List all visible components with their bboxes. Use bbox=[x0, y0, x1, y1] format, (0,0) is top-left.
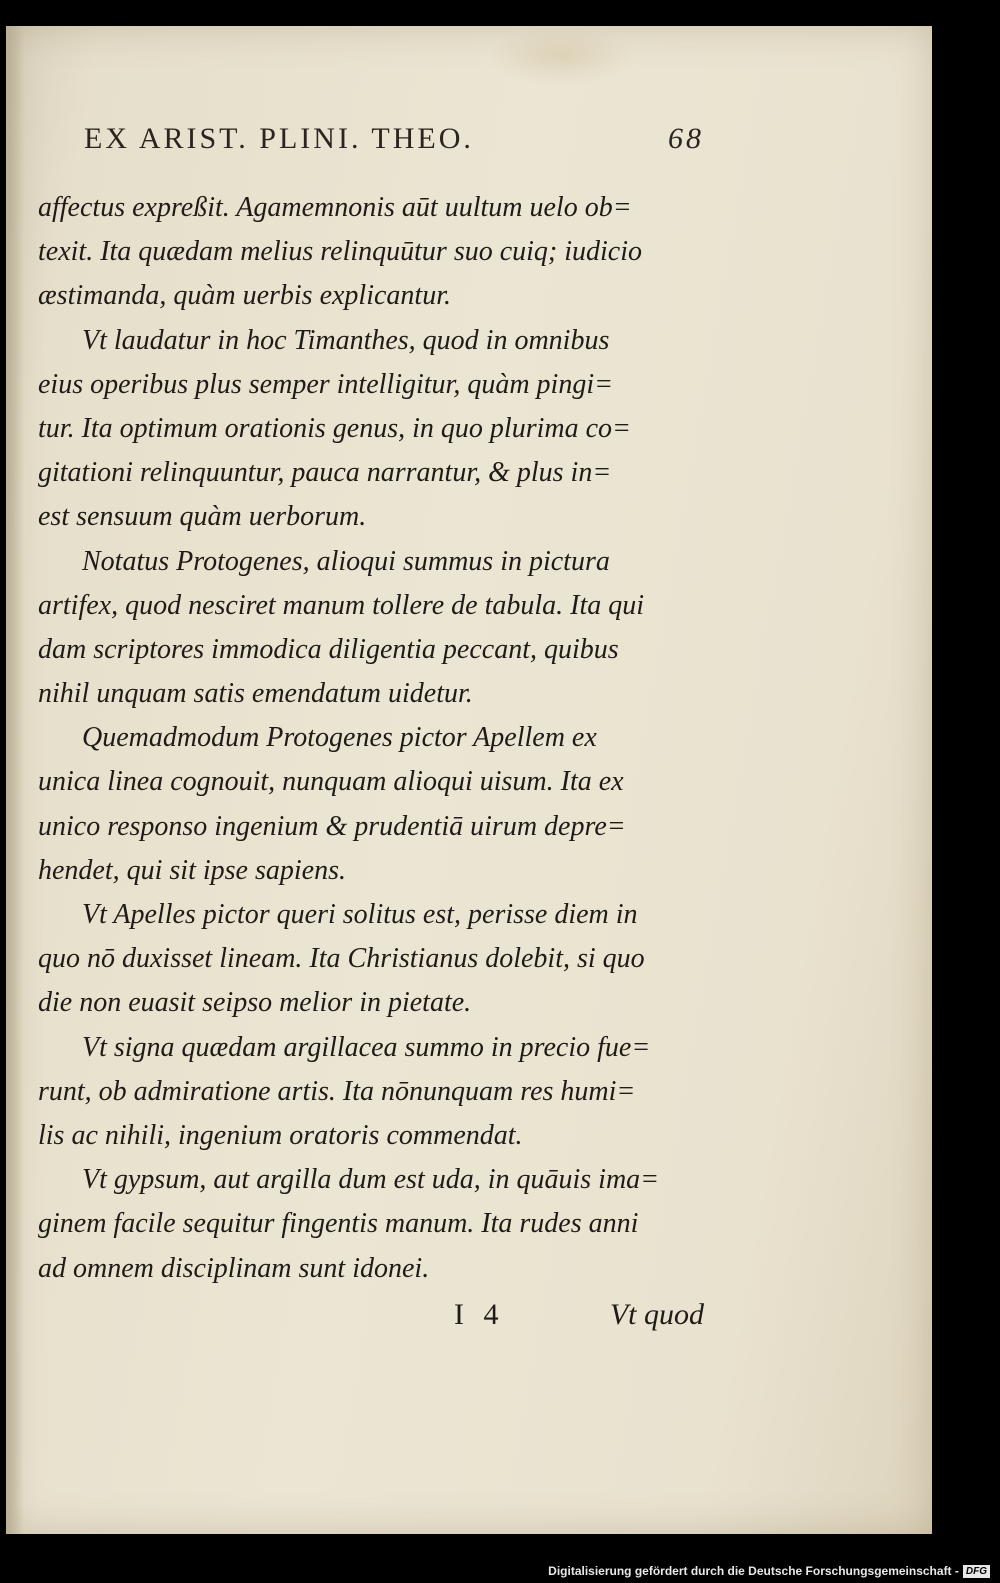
text-line: artifex, quod nesciret manum tollere de tabula. Ita qui bbox=[38, 589, 645, 621]
text-line: unico responso ingenium & prudentiā uirum depre= bbox=[38, 810, 626, 842]
text-line: runt, ob admiratione artis. Ita nōnunquam res humi= bbox=[38, 1075, 636, 1107]
text-line: est sensuum quàm uerborum. bbox=[38, 501, 367, 533]
page-foot bbox=[454, 1298, 704, 1338]
catchword: Vt quod bbox=[609, 1298, 704, 1331]
text-line: Notatus Protogenes, alioqui summus in pictura bbox=[82, 545, 610, 577]
text-line: unica linea cognouit, nunquam alioqui uisum. Ita ex bbox=[38, 766, 624, 798]
text-line: texit. Ita quædam melius relinquūtur suo cuiq; iudicio bbox=[38, 236, 643, 268]
credit-text: Digitalisierung gefördert durch die Deutsche Forschungsgemeinschaft - bbox=[548, 1564, 959, 1578]
text-line: quo nō duxisset lineam. Ita Christianus dolebit, si quo bbox=[38, 943, 645, 975]
text-line: Vt laudatur in hoc Timanthes, quod in omnibus bbox=[82, 324, 610, 356]
text-line: die non euasit seipso melior in pietate. bbox=[38, 987, 472, 1019]
book-page bbox=[6, 26, 932, 1534]
text-line: hendet, qui sit ipse sapiens. bbox=[38, 854, 346, 886]
signature-mark: I 4 bbox=[454, 1298, 505, 1331]
text-line: Vt signa quædam argillacea summo in precio fue= bbox=[82, 1031, 651, 1063]
folio-number: 68 bbox=[668, 122, 704, 155]
text-line: æstimanda, quàm uerbis explicantur. bbox=[38, 280, 451, 312]
text-line: dam scriptores immodica diligentia peccant, quibus bbox=[38, 633, 619, 665]
text-line: affectus expreßit. Agamemnonis aūt uultum uelo ob= bbox=[38, 192, 632, 223]
text-line: Vt gypsum, aut argilla dum est uda, in quāuis ima= bbox=[82, 1164, 660, 1196]
digitization-credit bbox=[548, 1561, 990, 1581]
body-text bbox=[38, 186, 708, 1291]
text-line: tur. Ita optimum orationis genus, in quo plurima co= bbox=[38, 412, 631, 444]
running-head: EX ARIST. PLINI. THEO. bbox=[84, 122, 474, 155]
text-line: gitationi relinquuntur, pauca narrantur, & plus in= bbox=[38, 457, 612, 489]
text-line: Vt Apelles pictor queri solitus est, perisse diem in bbox=[82, 899, 638, 930]
dfg-logo: DFG bbox=[963, 1565, 990, 1578]
page-header bbox=[84, 122, 704, 162]
text-line: Quemadmodum Protogenes pictor Apellem ex bbox=[82, 722, 597, 754]
text-line: lis ac nihili, ingenium oratoris commendat. bbox=[38, 1119, 523, 1151]
text-line: ginem facile sequitur fingentis manum. Ita rudes anni bbox=[38, 1208, 639, 1240]
paper-stain bbox=[486, 26, 636, 86]
text-line: nihil unquam satis emendatum uidetur. bbox=[38, 678, 473, 710]
text-line: ad omnem disciplinam sunt idonei. bbox=[38, 1252, 430, 1284]
text-line: eius operibus plus semper intelligitur, quàm pingi= bbox=[38, 368, 613, 400]
